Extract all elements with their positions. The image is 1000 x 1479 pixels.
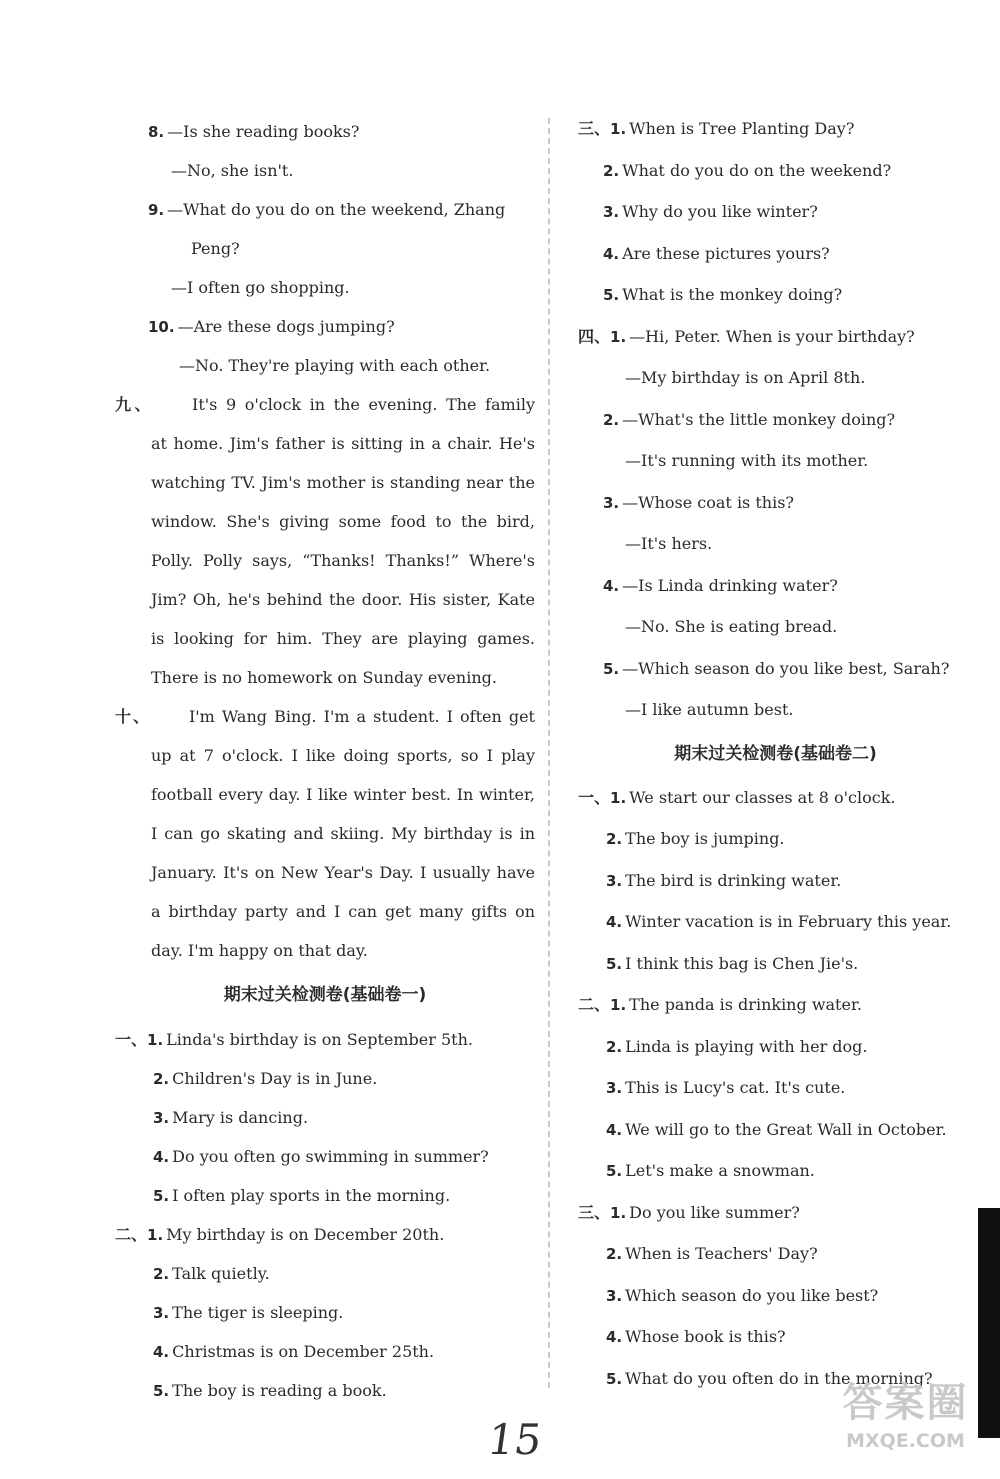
paragraph-line (115, 658, 535, 697)
watermark-text: 答案圈 (842, 1380, 969, 1426)
answer-line (578, 316, 973, 358)
answer-line (578, 233, 973, 275)
section-title: 期末过关检测卷(基础卷一) (223, 985, 427, 1005)
answer-line (578, 440, 973, 482)
item-number: 4. (606, 1120, 623, 1139)
item-number: 1. (610, 120, 627, 138)
answer-line (578, 606, 973, 648)
paragraph-text: football every day. I like winter best. In winter, (151, 785, 535, 804)
answer-line (115, 1098, 535, 1137)
page-number: 15 (484, 1415, 545, 1464)
item-number: 5. (153, 1382, 170, 1400)
answer-line (115, 229, 535, 268)
answer-line (578, 1233, 973, 1275)
paragraph-text: There is no homework on Sunday evening. (151, 668, 497, 687)
item-number: 5. (606, 954, 623, 973)
paragraph-line (115, 931, 535, 970)
item-number: 1. (147, 1226, 164, 1244)
section-marker: 二、 (115, 1225, 148, 1244)
item-number: 3. (153, 1304, 170, 1322)
answer-text: Christmas is on December 25th. (172, 1342, 435, 1361)
item-number: 2. (153, 1070, 170, 1088)
answer-text: Let's make a snowman. (625, 1161, 815, 1180)
item-number: 4. (603, 244, 620, 263)
item-number: 2. (603, 161, 620, 180)
answer-line (115, 1215, 535, 1254)
section-marker: 三、 (578, 119, 611, 138)
answer-line (578, 357, 973, 399)
answer-line (115, 190, 535, 229)
left-column (115, 112, 535, 1410)
answer-text: The bird is drinking water. (625, 870, 842, 890)
item-number: 1. (610, 327, 627, 346)
paragraph-text: I'm Wang Bing. I'm a student. I often get (188, 707, 535, 726)
answer-text: —My birthday is on April 8th. (625, 368, 866, 387)
item-number: 3. (606, 1286, 623, 1305)
answer-line (115, 1059, 535, 1098)
item-number: 4. (153, 1148, 170, 1166)
item-number: 1. (610, 1203, 627, 1222)
answer-text: Do you like summer? (629, 1202, 800, 1222)
item-number: 5. (603, 659, 620, 678)
item-number: 4. (606, 1328, 623, 1346)
paragraph-line (115, 580, 535, 619)
paragraph-text: watching TV. Jim's mother is standing near the (151, 473, 535, 492)
item-number: 3. (153, 1109, 170, 1127)
answer-text: Mary is dancing. (172, 1108, 309, 1127)
answer-line (578, 1192, 973, 1234)
answer-line (115, 307, 535, 346)
paragraph-line (115, 814, 535, 853)
answer-text: My birthday is on December 20th. (166, 1225, 445, 1244)
answer-text: The boy is jumping. (625, 829, 785, 848)
answer-text: Winter vacation is in February this year. (625, 912, 952, 931)
answer-text: The boy is reading a book. (172, 1381, 387, 1400)
answer-text: I think this bag is Chen Jie's. (625, 953, 859, 973)
answer-line (115, 268, 535, 307)
paragraph-line (115, 385, 535, 424)
answer-line (578, 150, 973, 192)
answer-line (115, 1254, 535, 1293)
answer-line (115, 1371, 535, 1410)
item-number: 2. (153, 1265, 170, 1283)
paragraph-line (115, 502, 535, 541)
answer-text: When is Tree Planting Day? (629, 119, 855, 138)
item-number: 2. (606, 830, 623, 848)
item-number: 5. (603, 286, 620, 304)
answer-line (578, 1026, 973, 1068)
answer-text: We will go to the Great Wall in October. (625, 1119, 947, 1139)
paragraph-text: is looking for him. They are playing games. (151, 629, 535, 648)
answer-line (578, 860, 973, 902)
item-number: 2. (606, 1245, 623, 1263)
paragraph-text: Polly. Polly says, “Thanks! Thanks!” Where's (151, 551, 535, 570)
paragraph-text: January. It's on New Year's Day. I usually have (151, 863, 535, 882)
answer-text: Which season do you like best? (625, 1285, 879, 1305)
answer-text: —Whose coat is this? (622, 492, 794, 512)
answer-text: This is Lucy's cat. It's cute. (625, 1078, 846, 1097)
answer-text: What is the monkey doing? (622, 285, 843, 304)
answer-text: —Which season do you like best, Sarah? (622, 658, 950, 678)
section-title: 期末过关检测卷(基础卷二) (674, 743, 877, 764)
answer-line (115, 346, 535, 385)
answer-text: What do you often do in the morning? (625, 1368, 933, 1388)
answer-text: —No. She is eating bread. (625, 617, 838, 636)
paragraph-text: window. She's giving some food to the bird, (151, 512, 535, 531)
answer-line (578, 901, 973, 943)
answer-text: —No, she isn't. (171, 161, 294, 180)
item-number: 9. (148, 201, 165, 219)
paragraph-text: It's 9 o'clock in the evening. The family (192, 395, 535, 414)
answer-text: Why do you like winter? (622, 202, 818, 221)
answer-text: —It's running with its mother. (625, 451, 869, 470)
answer-text: Are these pictures yours? (622, 243, 830, 263)
column-divider (548, 118, 550, 1388)
paragraph-line (115, 463, 535, 502)
answer-text: I often play sports in the morning. (172, 1186, 451, 1205)
answer-line (115, 1176, 535, 1215)
answer-text: Children's Day is in June. (172, 1069, 378, 1088)
section-marker: 四、 (578, 326, 611, 346)
paragraph-text: up at 7 o'clock. I like doing sports, so I play (151, 746, 535, 765)
answer-line (578, 1109, 973, 1151)
answer-text: —I often go shopping. (171, 278, 350, 297)
paragraph-line (115, 697, 535, 736)
answer-text: —Is Linda drinking water? (622, 575, 838, 595)
answer-line (115, 1293, 535, 1332)
section-marker: 一、 (578, 787, 611, 807)
answer-text: —Is she reading books? (167, 122, 360, 141)
answer-line (578, 565, 973, 607)
item-number: 2. (606, 1037, 623, 1056)
item-number: 5. (153, 1187, 170, 1205)
answer-line (578, 818, 973, 860)
answer-text: —What's the little monkey doing? (622, 409, 896, 429)
paragraph-line (115, 424, 535, 463)
answer-line (578, 689, 973, 731)
section-marker: 九、 (115, 395, 154, 414)
answer-line (578, 1275, 973, 1317)
answer-line (578, 1067, 973, 1109)
paragraph-line (115, 736, 535, 775)
answer-text: Linda is playing with her dog. (625, 1036, 868, 1056)
item-number: 5. (606, 1162, 623, 1180)
item-number: 4. (606, 913, 623, 931)
answer-text: The panda is drinking water. (629, 995, 862, 1014)
right-column (578, 108, 973, 1399)
answer-text: Linda's birthday is on September 5th. (166, 1030, 473, 1049)
item-number: 3. (603, 203, 620, 221)
answer-text: Whose book is this? (625, 1327, 786, 1346)
answer-text: —I like autumn best. (625, 700, 794, 719)
answer-line (578, 482, 973, 524)
answer-text: —No. They're playing with each other. (179, 356, 491, 375)
section-marker: 二、 (578, 995, 611, 1014)
section-marker: 十、 (115, 707, 151, 726)
item-number: 4. (153, 1343, 170, 1361)
paragraph-text: Jim? Oh, he's behind the door. His sister, Kate (151, 590, 535, 609)
watermark-logo (818, 1378, 993, 1468)
answer-line (578, 984, 973, 1026)
paragraph-line (115, 892, 535, 931)
item-number: 1. (147, 1031, 164, 1049)
paragraph-line (115, 775, 535, 814)
section-marker: 三、 (578, 1202, 611, 1222)
answer-line (578, 648, 973, 690)
paragraph-line (115, 853, 535, 892)
answer-line (578, 523, 973, 565)
answer-line (578, 1316, 973, 1358)
item-number: 10. (148, 318, 175, 336)
answer-text: When is Teachers' Day? (625, 1244, 818, 1263)
answer-text: What do you do on the weekend? (622, 160, 892, 180)
item-number: 3. (603, 493, 620, 512)
paragraph-line (115, 619, 535, 658)
item-number: 4. (603, 576, 620, 595)
answer-line (578, 108, 973, 150)
item-number: 2. (603, 410, 620, 429)
answer-line (115, 112, 535, 151)
answer-text: The tiger is sleeping. (172, 1303, 344, 1322)
answer-line (578, 274, 973, 316)
answer-text: We start our classes at 8 o'clock. (629, 787, 896, 807)
answer-text: —What do you do on the weekend, Zhang (167, 200, 506, 219)
paragraph-text: a birthday party and I can get many gifts on (151, 902, 535, 921)
answer-text: —It's hers. (625, 534, 713, 553)
item-number: 1. (610, 788, 627, 807)
answer-text: —Hi, Peter. When is your birthday? (629, 326, 915, 346)
answer-line (578, 777, 973, 819)
item-number: 3. (606, 871, 623, 890)
answer-line (115, 1332, 535, 1371)
answer-line (578, 191, 973, 233)
answer-text: Peng? (191, 239, 240, 258)
item-number: 3. (606, 1079, 623, 1097)
paragraph-text: day. I'm happy on that day. (151, 941, 368, 960)
answer-line (578, 1150, 973, 1192)
answer-line (115, 1137, 535, 1176)
item-number: 1. (610, 996, 627, 1014)
paragraph-text: at home. Jim's father is sitting in a chair. He's (151, 434, 535, 453)
answer-text: Talk quietly. (172, 1264, 270, 1283)
item-number: 5. (606, 1369, 623, 1388)
answer-line (578, 399, 973, 441)
paragraph-line (115, 541, 535, 580)
answer-line (115, 151, 535, 190)
answer-text: —Are these dogs jumping? (177, 317, 395, 336)
item-number: 8. (148, 123, 165, 141)
paragraph-text: I can go skating and skiing. My birthday is in (151, 824, 535, 843)
answer-text: Do you often go swimming in summer? (172, 1147, 489, 1166)
section-marker: 一、 (115, 1030, 148, 1049)
answer-line (578, 943, 973, 985)
answer-line (115, 1020, 535, 1059)
watermark-url: MXQE.COM (846, 1430, 965, 1452)
